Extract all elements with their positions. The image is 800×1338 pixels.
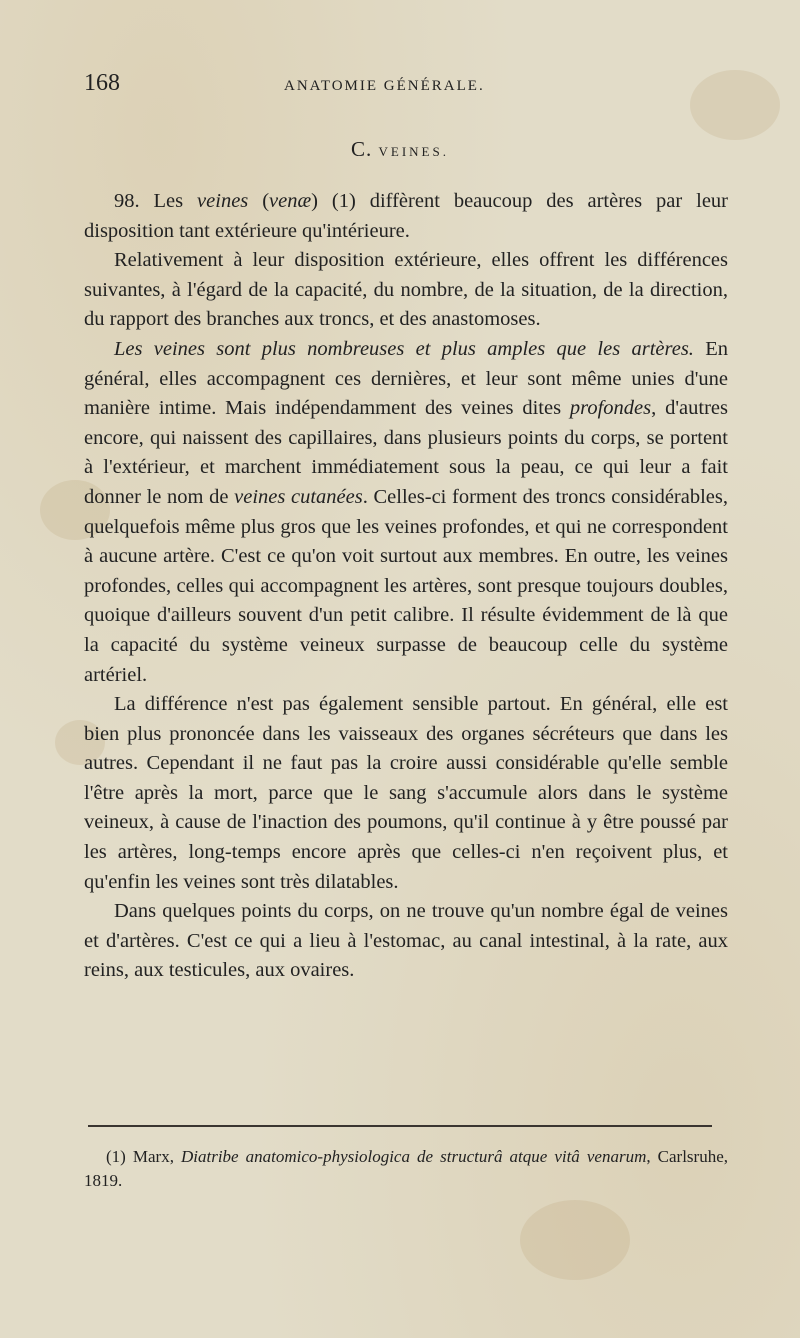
- p1-italic-veines: veines: [197, 190, 249, 212]
- body-text: [84, 187, 728, 986]
- p3-italic-cutanees: veines cutanées: [234, 485, 363, 508]
- paragraph-nombre-egal: Dans quelques points du corps, on ne trouve qu'un nombre égal de veines et d'artères. C'est ce qui a lieu à l'estomac, au canal intestinal, à la rate, aux reins, aux testicules, aux ovaires.: [84, 900, 728, 982]
- p3-text-b: En général, elles accompagnent ces dernières, et leur sont même unies d'une manière intime. Mais indépendamment des veines dites: [84, 337, 728, 420]
- p1-italic-venae: venæ: [269, 190, 312, 212]
- p3-text-d: , d'autres encore, qui naissent des capillaires, dans plusieurs points du corps, se portent à l'extérieur, et marchent immédiatement sous la peau, ce qui leur a fait donner le nom de: [84, 397, 728, 508]
- section-title: VEINES.: [378, 144, 449, 159]
- footnote-author: (1) Marx,: [106, 1147, 181, 1166]
- paper-stain: [520, 1200, 630, 1280]
- footnote-text: [84, 1145, 728, 1193]
- p3-italic-profondes: profondes: [569, 397, 652, 420]
- p1-text-c: (: [248, 190, 270, 212]
- section-letter: C.: [351, 137, 373, 161]
- paragraph-difference: La différence n'est pas également sensible partout. En général, elle est bien plus prononcée dans les vaisseaux des organes sécréteurs que dans les autres. Cependant il ne faut pas la croire aussi considérable qu'elle semble l'être après la mort, parce que le sang s'accumule alors dans le système veineux, à cause de l'inaction des poumons, qu'il continue à y être poussé par les artères, long-temps encore après que celles-ci n'en reçoivent plus, et qu'enfin les veines sont très dilatables.: [84, 693, 728, 893]
- section-heading: [0, 137, 800, 162]
- paragraph-nombre: [84, 335, 728, 690]
- running-title: ANATOMIE GÉNÉRALE.: [284, 78, 485, 94]
- paragraph-98: [84, 187, 728, 246]
- footnote-place-date: , Carlsruhe, 1819.: [84, 1147, 728, 1190]
- footnote: [84, 1145, 728, 1193]
- p1-text-a: 98. Les: [114, 190, 198, 212]
- p1-text-e: ) (1) diffèrent beaucoup des artères par leur disposition tant extérieure qu'intérieure.: [84, 190, 728, 242]
- paragraph-disposition: Relativement à leur disposition extérieure, elles offrent les différences suivantes, à l'égard de la capacité, du nombre, de la situation, de la direction, du rapport des branches aux troncs, et des anastomoses.: [84, 249, 728, 331]
- footnote-work-title: Diatribe anatomico-physiologica de structurâ atque vitâ venarum: [181, 1147, 647, 1166]
- page-number: 168: [84, 70, 120, 96]
- running-head: [84, 70, 720, 100]
- footnote-rule: [88, 1125, 712, 1127]
- p3-text-f: . Celles-ci forment des troncs considérables, quelquefois même plus gros que les veines profondes, et qui ne correspondent à aucune artère. C'est ce qu'on voit surtout aux membres. En outre, les veines profondes, celles qui accompagnent les artères, sont presque toujours doubles, quoique d'ailleurs souvent d'un petit calibre. Il résulte évidemment de là que la capacité du système veineux surpasse de beaucoup celle du système artériel.: [84, 485, 728, 686]
- p3-italic-lead: Les veines sont plus nombreuses et plus amples que les artères.: [114, 337, 694, 360]
